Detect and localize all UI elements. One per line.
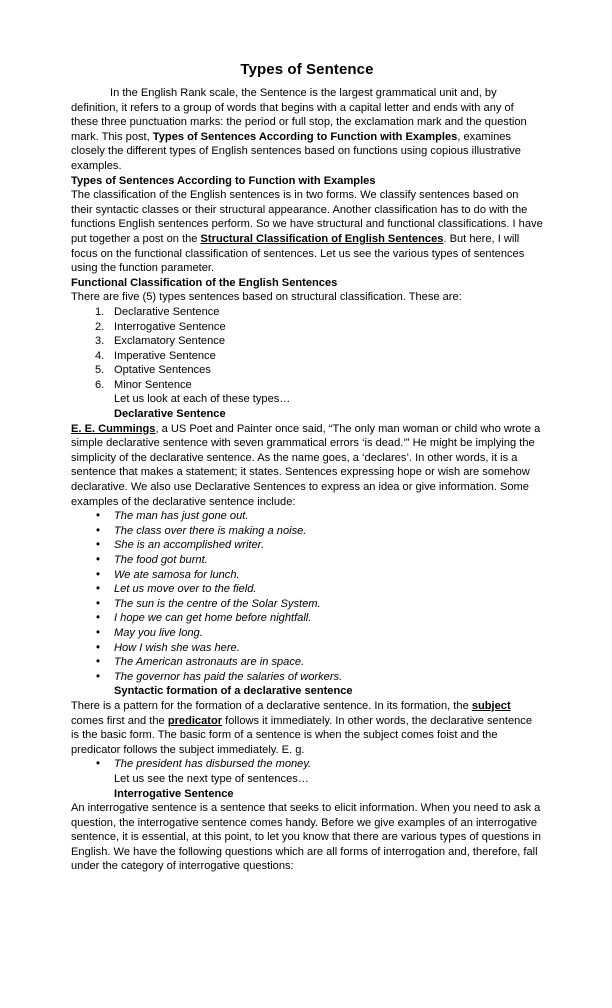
types-intro-line: There are five (5) types sentences based on structural classification. These are: [71,291,462,304]
next-type-line: Let us see the next type of sentences… [114,772,309,785]
declarative-paragraph [71,422,543,510]
syntactic-text-part2: comes first and the [71,714,168,727]
list-item: • The food got burnt. [71,553,543,568]
list-item: • The president has disbursed the money. [71,757,543,772]
predicator-link[interactable]: predicator [167,714,223,727]
intro-paragraph [71,86,543,174]
page-title: Types of Sentence [240,61,374,78]
classification-text-part2: . But here, I will focus on the functional classification of sentences. Let us see the various types of sentences using the function parameter. [71,232,525,275]
intro-bold-phrase: Types of Sentences According to Function with Examples [152,130,458,143]
list-item: Minor Sentence [114,378,192,391]
cummings-link[interactable]: E. E. Cummings [71,422,156,435]
list-item: Declarative Sentence [114,305,220,318]
list-item: • May you live long. [71,626,543,641]
interrogative-paragraph: An interrogative sentence is a sentence that seeks to elicit information. When you need to ask a question, the interrogative sentence comes handy. Before we give examples of an interrogative sentence, it is essential, at this point, to let you know that there are various types of questions in English. We have the following questions which are all forms of interrogation and, therefore, fall under the category of interrogative questions: [71,802,541,873]
list-item: • I hope we can get home before nightfall. [71,611,543,626]
list-item: • Let us move over to the field. [71,582,543,597]
subject-link[interactable]: subject [471,699,511,712]
declarative-sentence-heading: Declarative Sentence [114,408,226,421]
list-item: • The American astronauts are in space. [71,655,543,670]
list-item: Interrogative Sentence [114,320,226,333]
syntactic-formation-heading: Syntactic formation of a declarative sentence [114,685,353,698]
classification-text-part1: The classification of the English sentences is in two forms. We classify sentences based on their syntactic classes or their structural appearance. Another classification has to do with the functions English sentences perform. So we have structural and functional classifications. I have put together a post on the [71,189,543,245]
list-item: • The class over there is making a noise. [71,524,543,539]
declarative-paragraph-text: , a US Poet and Painter once said, “The only man woman or child who wrote a simple declarative sentence with seven grammatical errors ‘is dead.’” He might be implying the simplicity of the declarative sentence. As the name goes, a ‘declares’. In other words, it is a sentence that makes a statement; it states. Sentences expressing hope or wish are somehow declarative. We also use Declarative Sentences to express an idea or give information. Some examples of the declarative sentence include: [71,422,541,508]
syntactic-text-part1: There is a pattern for the formation of a declarative sentence. In its formation, the [71,699,472,712]
list-item: • We ate samosa for lunch. [71,568,543,583]
section-heading-types-by-function: Types of Sentences According to Function with Examples [71,174,376,187]
intro-text-part1: In the English Rank scale, the Sentence is the largest grammatical unit and, by definition, it refers to a group of words that begins with a capital letter and ends with any of these three punctuation marks: the period or full stop, the exclamation mark and the question mark. This post, [71,87,527,143]
classification-paragraph [71,188,543,276]
syntactic-text-part3: follows it immediately. In other words, the declarative sentence is the basic form. The basic form of a sentence is when the subject comes foist and the predicator follows the subject immediately. E. g. [71,714,533,756]
list-item: • The sun is the centre of the Solar System. [71,597,543,612]
syntactic-example-list [71,757,543,772]
look-at-types-line: Let us look at each of these types… [114,393,291,406]
list-item: • The man has just gone out. [71,509,543,524]
list-item: Imperative Sentence [114,349,216,362]
interrogative-sentence-heading: Interrogative Sentence [114,787,234,800]
structural-classification-link[interactable]: Structural Classification of English Sentences [200,232,444,245]
list-item: • She is an accomplished writer. [71,538,543,553]
list-item: Optative Sentences [114,364,211,377]
declarative-examples-list [71,509,543,684]
intro-text-part2: , examines closely the different types of English sentences based on functions using copious illustrative examples. [71,130,521,172]
list-item: • How I wish she was here. [71,641,543,656]
section-heading-functional-classification: Functional Classification of the English Sentences [71,276,338,289]
sentence-types-list [71,305,543,393]
syntactic-formation-paragraph [71,699,543,757]
list-item: Exclamatory Sentence [114,335,225,348]
list-item: • The governor has paid the salaries of workers. [71,670,543,685]
